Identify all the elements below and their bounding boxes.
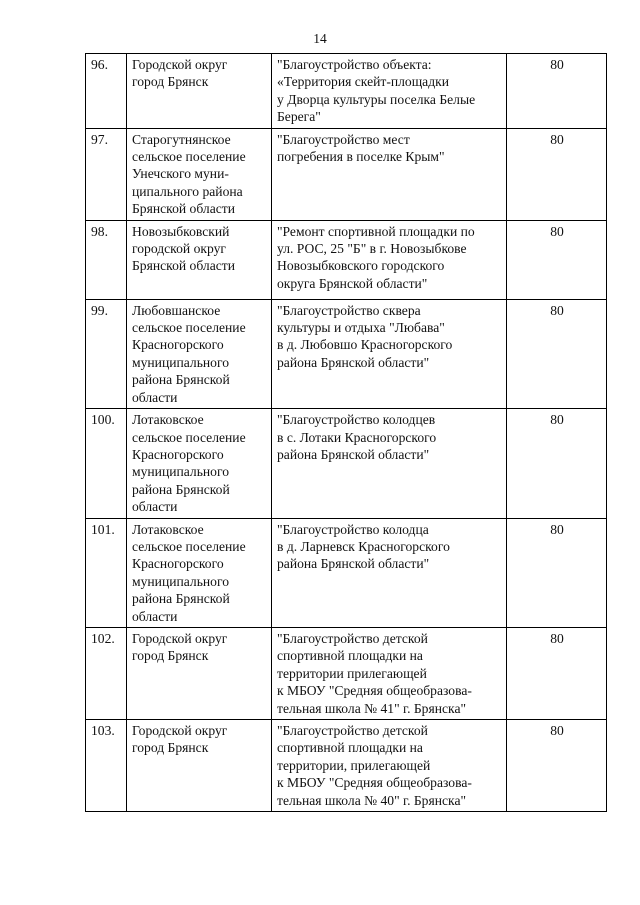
table-row bbox=[86, 299, 607, 408]
amount-cell: 80 bbox=[507, 299, 607, 408]
table-row bbox=[86, 409, 607, 518]
recipient-cell: Городской округ город Брянск bbox=[127, 720, 272, 812]
row-number: 101. bbox=[86, 518, 127, 627]
table-row bbox=[86, 627, 607, 719]
recipient-cell: Новозыбковский городской округ Брянской области bbox=[127, 220, 272, 299]
recipient-cell: Городской округ город Брянск bbox=[127, 54, 272, 129]
recipient-cell: Городской округ город Брянск bbox=[127, 627, 272, 719]
amount-cell: 80 bbox=[507, 220, 607, 299]
object-cell: "Благоустройство колодца в д. Ларневск Красногорского района Брянской области" bbox=[272, 518, 507, 627]
object-cell: "Благоустройство детской спортивной площадки на территории прилегающей к МБОУ "Средняя общеобразова- тельная школа № 41" г. Брянска" bbox=[272, 627, 507, 719]
row-number: 99. bbox=[86, 299, 127, 408]
amount-cell: 80 bbox=[507, 128, 607, 220]
row-number: 98. bbox=[86, 220, 127, 299]
row-number: 100. bbox=[86, 409, 127, 518]
row-number: 102. bbox=[86, 627, 127, 719]
table-row bbox=[86, 220, 607, 299]
table-row bbox=[86, 128, 607, 220]
page-number: 14 bbox=[313, 31, 327, 46]
row-number: 97. bbox=[86, 128, 127, 220]
row-number: 103. bbox=[86, 720, 127, 812]
object-cell: "Благоустройство объекта: «Территория скейт-площадки у Дворца культуры поселка Белые Берега" bbox=[272, 54, 507, 129]
table-row bbox=[86, 54, 607, 129]
recipient-cell: Старогутнянское сельское поселение Унечского муни- ципального района Брянской области bbox=[127, 128, 272, 220]
amount-cell: 80 bbox=[507, 54, 607, 129]
amount-cell: 80 bbox=[507, 627, 607, 719]
amount-cell: 80 bbox=[507, 409, 607, 518]
recipient-cell: Лотаковское сельское поселение Красногорского муниципального района Брянской области bbox=[127, 518, 272, 627]
object-cell: "Благоустройство мест погребения в поселке Крым" bbox=[272, 128, 507, 220]
recipient-cell: Любовшанское сельское поселение Красногорского муниципального района Брянской области bbox=[127, 299, 272, 408]
object-cell: "Благоустройство сквера культуры и отдыха "Любава" в д. Любовшо Красногорского района Брянской области" bbox=[272, 299, 507, 408]
recipient-cell: Лотаковское сельское поселение Красногорского муниципального района Брянской области bbox=[127, 409, 272, 518]
object-cell: "Ремонт спортивной площадки по ул. РОС, 25 "Б" в г. Новозыбкове Новозыбковского городского округа Брянской области" bbox=[272, 220, 507, 299]
object-cell: "Благоустройство колодцев в с. Лотаки Красногорского района Брянской области" bbox=[272, 409, 507, 518]
object-cell: "Благоустройство детской спортивной площадки на территории, прилегающей к МБОУ "Средняя общеобразова- тельная школа № 40" г. Брянска" bbox=[272, 720, 507, 812]
row-number: 96. bbox=[86, 54, 127, 129]
amount-cell: 80 bbox=[507, 518, 607, 627]
table-row bbox=[86, 518, 607, 627]
grants-table bbox=[85, 53, 607, 812]
amount-cell: 80 bbox=[507, 720, 607, 812]
table-row bbox=[86, 720, 607, 812]
